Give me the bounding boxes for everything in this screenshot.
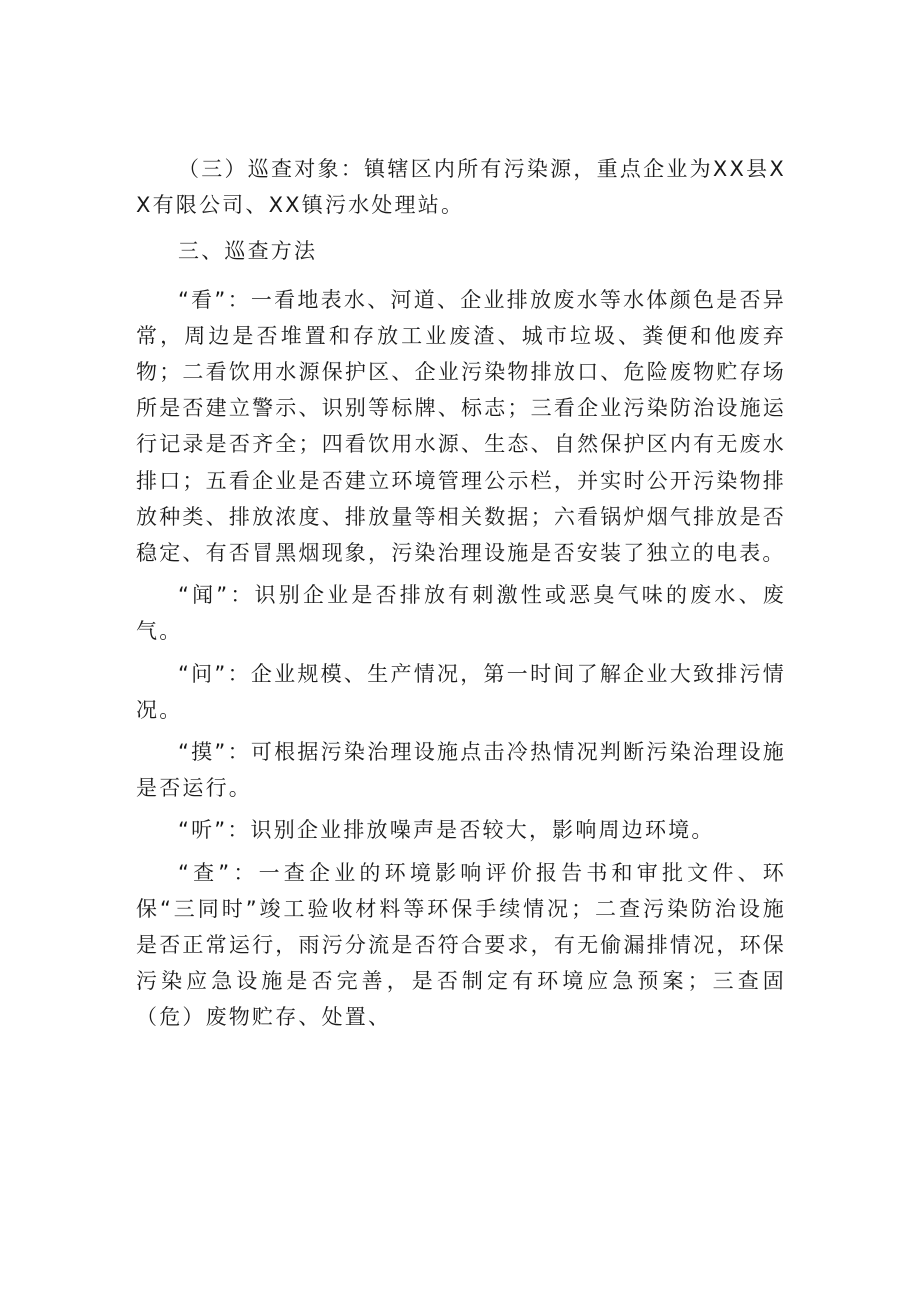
paragraph-method-listen: “听”：识别企业排放噪声是否较大，影响周边环境。	[178, 818, 715, 843]
paragraph-method-touch: “摸”：可根据污染治理设施点击冷热情况判断污染治理设施是否运行。	[136, 740, 786, 801]
paragraph-method-smell: “闻”：识别企业是否排放有刺激性或恶臭气味的废水、废气。	[136, 583, 786, 644]
paragraph-method-ask: “问”：企业规模、生产情况，第一时间了解企业大致排污情况。	[136, 661, 786, 722]
paragraph-method-look: “看”：一看地表水、河道、企业排放废水等水体颜色是否异常，周边是否堆置和存放工业废渣、城市垃圾、粪便和他废弃物；二看饮用水源保护区、企业污染物排放口、危险废物贮存场所是否建立警示、识别等标牌、标志；三看企业污染防治设施运行记录是否齐全；四看饮用水源、生态、自然保护区内有无废水排口；五看企业是否建立环境管理公示栏，并实时公开污染物排放种类、排放浓度、排放量等相关数据；六看锅炉烟气排放是否稳定、有否冒黑烟现象，污染治理设施是否安装了独立的电表。	[136, 287, 786, 566]
document-body	[136, 151, 786, 1042]
section-heading-methods: 三、巡查方法	[178, 239, 318, 264]
paragraph-method-check: “查”：一查企业的环境影响评价报告书和审批文件、环保“三同时”竣工验收材料等环保手续情况；二查污染防治设施是否正常运行，雨污分流是否符合要求，有无偷漏排情况，环保污染应急设施是否完善，是否制定有环境应急预案；三查固（危）废物贮存、处置、	[136, 860, 786, 1030]
paragraph-inspection-target: （三）巡查对象：镇辖区内所有污染源，重点企业为XX县XX有限公司、XX镇污水处理站。	[136, 157, 786, 218]
